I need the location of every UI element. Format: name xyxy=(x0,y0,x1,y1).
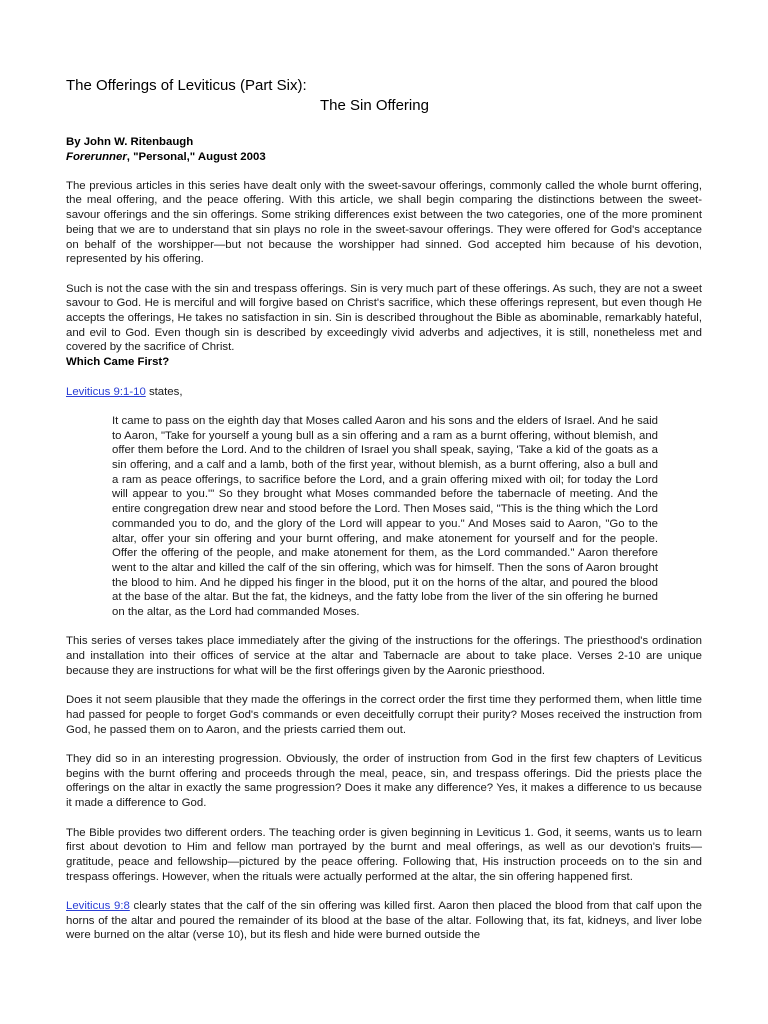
source xyxy=(66,150,702,165)
scripture-intro xyxy=(66,385,702,400)
source-details: , "Personal," August 2003 xyxy=(126,150,266,163)
paragraph-5: They did so in an interesting progression. Obviously, the order of instruction from God in the first few chapters of Leviticus begins with the burnt offering and proceeds through the meal, peace, sin, and trespass offerings. Did the priests place the offerings on the altar in exactly the same progression? Does it make any difference? Yes, it makes a difference to us because it made a difference to God. xyxy=(66,753,702,810)
article-title xyxy=(66,76,702,116)
scripture-link-leviticus-9-1-10[interactable]: Leviticus 9:1-10 xyxy=(66,385,146,398)
scripture-link-leviticus-9-8[interactable]: Leviticus 9:8 xyxy=(66,900,130,913)
paragraph-1: The previous articles in this series have dealt only with the sweet-savour offerings, commonly called the whole burnt offering, the meal offering, and the peace offering. With this article, we shall begin comparing the distinctions between the sweet-savour offerings and the sin offerings. Some striking differences exist between the two categories, one of the more prominent being that we are to understand that sin plays no role in the sweet-savour offerings. They were offered for God's acceptance on behalf of the worshipper—but not because the worshipper had sinned. God accepted him because of his devotion, represented by his offering. xyxy=(66,179,702,266)
title-line-2: The Sin Offering xyxy=(320,97,429,114)
paragraph-4: Does it not seem plausible that they made the offerings in the correct order the first time they performed them, when little time had passed for people to forget God's commands or even deceitfully corrupt their purity? Moses received the instruction from God, he passed them on to Aaron, and the priests carried them out. xyxy=(66,694,702,736)
source-publication: Forerunner xyxy=(66,150,127,163)
scripture-intro-text: states, xyxy=(145,385,183,398)
article xyxy=(66,76,702,943)
paragraph-6: The Bible provides two different orders. The teaching order is given beginning in Leviticus 1. God, it seems, wants us to learn first about devotion to Him and fellow man portrayed by the burnt and meal offerings, as well as our devotion's fruits—gratitude, peace and fellowship—pictured by the peace offering. Following that, His instruction proceeds on to the sin and trespass offerings. However, when the rituals were actually performed at the altar, the sin offering happened first. xyxy=(66,826,702,883)
paragraph-3: This series of verses takes place immediately after the giving of the instructions for the offerings. The priesthood's ordination and installation into their offices of service at the altar and Tabernacle are about to take place. Verses 2-10 are unique because they are instructions for what will be the first offerings given by the Aaronic priesthood. xyxy=(66,635,702,677)
title-line-1: The Offerings of Leviticus (Part Six): xyxy=(66,77,307,94)
author: By John W. Ritenbaugh xyxy=(66,136,194,148)
paragraph-7 xyxy=(66,899,702,943)
paragraph-7-text: clearly states that the calf of the sin offering was killed first. Aaron then placed the blood from that calf upon the horns of the altar and poured the remainder of its blood at the base of the altar. Following that, its fat, kidneys, and liver lobe were burned on the altar (verse 10), but its flesh and hide were burned outside the xyxy=(66,900,702,942)
byline xyxy=(66,135,702,164)
scripture-quote: It came to pass on the eighth day that Moses called Aaron and his sons and the elders of Israel. And he said to Aaron, "Take for yourself a young bull as a sin offering and a ram as a burnt offering, without blemish, and offer them before the Lord. And to the children of Israel you shall speak, saying, 'Take a kid of the goats as a sin offering, and a calf and a lamb, both of the first year, without blemish, as a burnt offering, also a bull and a ram as peace offerings, to sacrifice before the Lord, and a grain offering mixed with oil; for today the Lord will appear to you.'" So they brought what Moses commanded before the tabernacle of meeting. And the entire congregation drew near and stood before the Lord. Then Moses said, "This is the thing which the Lord commanded you to do, and the glory of the Lord will appear to you." And Moses said to Aaron, "Go to the altar, offer your sin offering and your burnt offering, and make atonement for yourself and for the people. Offer the offering of the people, and make atonement for them, as the Lord commanded." Aaron therefore went to the altar and killed the calf of the sin offering, which was for himself. Then the sons of Aaron brought the blood to him. And he dipped his finger in the blood, put it on the horns of the altar, and poured the blood at the base of the altar. But the fat, the kidneys, and the fatty lobe from the liver of the sin offering he burned on the altar, as the Lord had commanded Moses. xyxy=(112,414,658,619)
paragraph-2: Such is not the case with the sin and trespass offerings. Sin is very much part of these offerings. As such, they are not a sweet savour to God. He is merciful and will forgive based on Christ's sacrifice, which these offerings represent, but even though He accepts the offerings, He takes no satisfaction in sin. Sin is described throughout the Bible as abominable, remarkably hateful, and evil to God. Even though sin is described by exceedingly vivid adverbs and adjectives, it is still, nonetheless met and covered by the sacrifice of Christ. xyxy=(66,282,702,354)
section-heading: Which Came First? xyxy=(66,356,170,369)
